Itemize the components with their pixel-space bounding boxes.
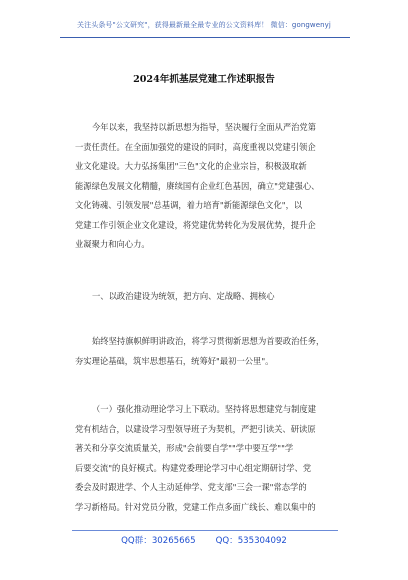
paragraph-line: （一）强化推动理论学习上下联动。坚持将思想建党与制度建 — [92, 404, 317, 414]
section-paragraph — [75, 332, 337, 371]
paragraph-line: 学习新格局。针对党员分散，党建工作点多面广线长、难以集中的 — [75, 501, 316, 512]
paragraph-line: 党建工作引领企业文化建设，将党建优势转化为发展优势，提升企 — [75, 219, 316, 230]
paragraph-line: 文化铸魂、引领发展"总基调，着力培育"新能源绿色文化"，以 — [75, 200, 303, 210]
subsection-paragraph — [75, 400, 337, 517]
qq-group-number: 30265665 — [151, 536, 196, 546]
qq-label: QQ： — [215, 536, 238, 546]
paragraph-line: 今年以来，我坚持以新思想为指导，坚决履行全面从严治党第 — [92, 122, 317, 132]
paragraph-line: 委会及时跟进学、个人主动延伸学、党支部"三会一课"常态学的 — [75, 482, 307, 492]
qq-number: 535304092 — [237, 536, 287, 546]
header-divider — [60, 37, 350, 38]
footer-divider — [72, 530, 338, 531]
paragraph-line: 一责任责任。在全面加强党的建设的同时，高度重视以党建引领企 — [75, 141, 316, 152]
paragraph-line: 后要交流"的良好模式。构建党委理论学习中心组定期研讨学、党 — [75, 462, 312, 473]
paragraph-line: 夯实理论基础，筑牢思想基石，统筹好"最初一公里"。 — [75, 355, 274, 366]
paragraph-line: 著关和分享交流质量关，形成"会前要自学""学中要互学""学 — [75, 443, 294, 453]
paragraph-line: 能源绿色发展文化精髓，赓续国有企业红色基因，确立"党建强心、 — [75, 180, 320, 191]
paragraph-line: 业凝聚力和向心力。 — [75, 239, 150, 249]
footer-contact — [0, 534, 408, 546]
paragraph-line: 党有机结合，以建设学习型领导班子为契机，严把引读关、研读原 — [75, 423, 316, 434]
section-heading-text: 一、以政治建设为统领，把方向、定战略、拥核心 — [92, 291, 275, 301]
document-title: 2024年抓基层党建工作述职报告 — [133, 74, 275, 85]
paragraph-line: 始终坚持旗帜鲜明讲政治，将学习贯彻新思想为首要政治任务， — [92, 336, 325, 346]
intro-paragraph — [75, 118, 337, 255]
header-banner: 关注头条号"公文研究"，获得最新最全最专业的公文资料库！ 微信：gongwenyj — [77, 21, 331, 29]
qq-group-label: QQ群： — [121, 536, 152, 546]
section-heading — [75, 287, 337, 307]
paragraph-line: 业文化建设。大力弘扬集团"三色"文化的企业宗旨，积极汲取新 — [75, 161, 307, 171]
